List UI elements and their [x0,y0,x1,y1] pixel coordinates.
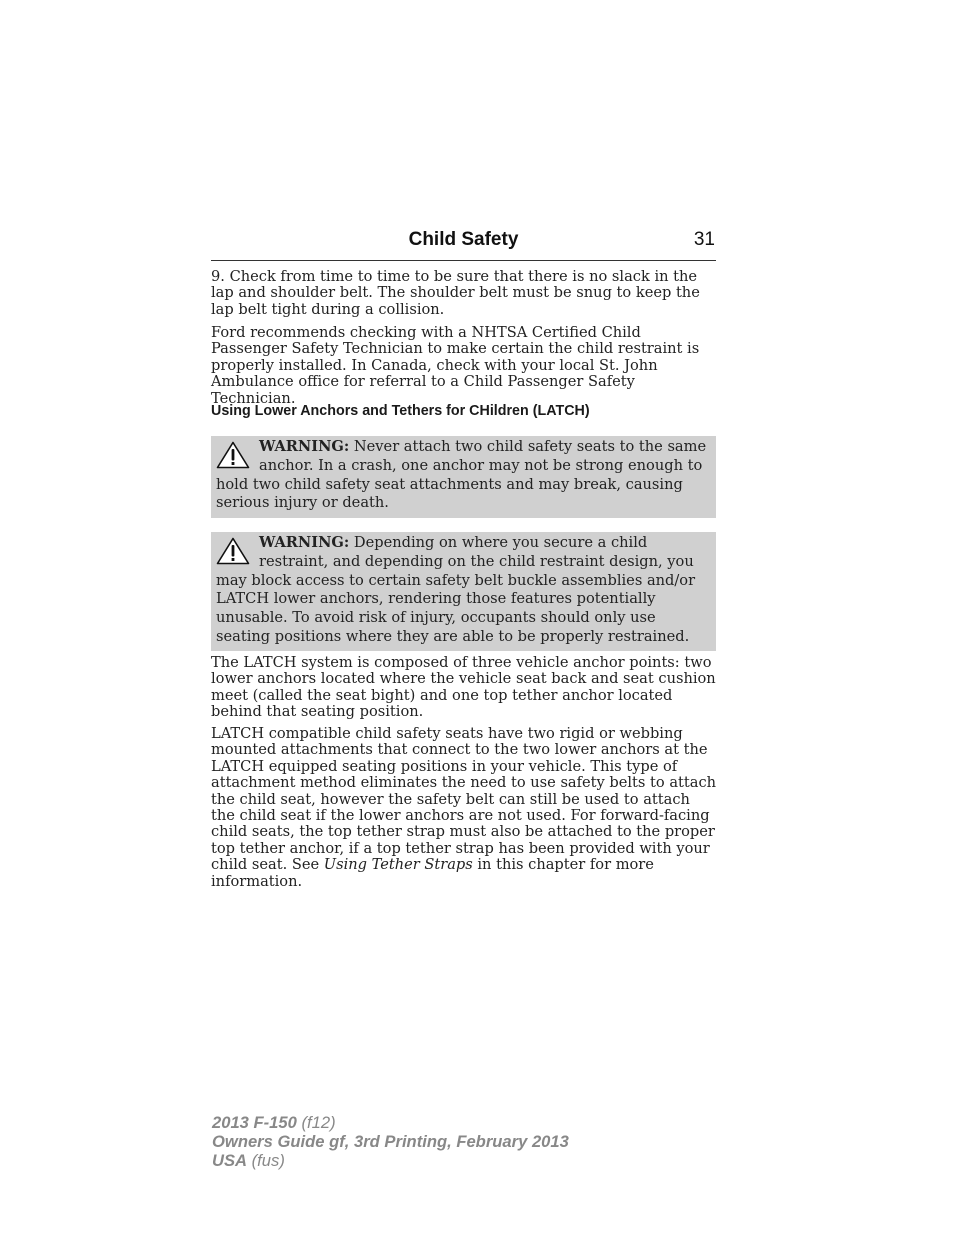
warning-box-1 [211,436,716,518]
footer-model: 2013 F-150 [212,1113,297,1132]
chapter-title: Child Safety [408,229,519,250]
warning-box-2 [211,532,716,651]
paragraph-latch-seats [211,726,717,890]
paragraph-text-end: in this chapter for more information. [211,856,654,890]
footer-market-line [212,1151,569,1170]
footer-printing-line [212,1132,569,1151]
paragraph-text: LATCH compatible child safety seats have two rigid or webbing mounted attachments that connect to the two lower anchors at the LATCH equipped seating positions in your vehicle. This type of attachment method eliminates the need to use safety belts to attach the child seat, however the safety belt can still be used to attach the child seat if the lower anchors are not used. For forward-facing child seats, the top tether strap must also be attached to the proper top tether anchor, if a top tether strap has been provided with your child seat. See [211,725,717,874]
paragraph-technician: Ford recommends checking with a NHTSA Certified Child Passenger Safety Technician to make certain the child restraint is properly installed. In Canada, check with your local St. John Ambulance office for referral to a Child Passenger Safety Technician. [211,324,700,407]
footer-market-code: (fus) [247,1151,285,1170]
footer-model-code: (f12) [296,1113,336,1132]
cross-reference-link[interactable]: Using Tether Straps [323,856,473,874]
warning-triangle-icon [216,441,250,469]
footer-market: USA [212,1151,248,1170]
warning-text: Depending on where you secure a child restraint, and depending on the child restraint design, you may block access to certain safety belt buckle assemblies and/or LATCH lower anchors, rendering those features potentially unusable. To avoid risk of injury, occupants should only use seating positions where they are able to be properly restrained. [216,534,696,645]
page-footer [212,1113,569,1170]
paragraph-latch-system: The LATCH system is composed of three vehicle anchor points: two lower anchors located where the vehicle seat back and seat cushion meet (called the seat bight) and one top tether anchor located behind that seating position. [211,654,716,721]
warning-label: WARNING: [259,534,350,551]
page-number: 31 [693,229,715,250]
section-heading-latch: Using Lower Anchors and Tethers for CHildren (LATCH) [211,403,590,419]
footer-model-line [212,1113,569,1132]
warning-label: WARNING: [259,438,350,455]
page-header [211,229,716,261]
paragraph-belt-check: 9. Check from time to time to be sure that there is no slack in the lap and shoulder belt. The shoulder belt must be snug to keep the lap belt tight during a collision. [211,268,700,318]
warning-triangle-icon [216,537,250,565]
warning-text: Never attach two child safety seats to the same anchor. In a crash, one anchor may not be strong enough to hold two child safety seat attachments and may break, causing serious injury or death. [216,438,707,512]
footer-printing: Owners Guide gf, 3rd Printing, February 2013 [212,1132,569,1151]
